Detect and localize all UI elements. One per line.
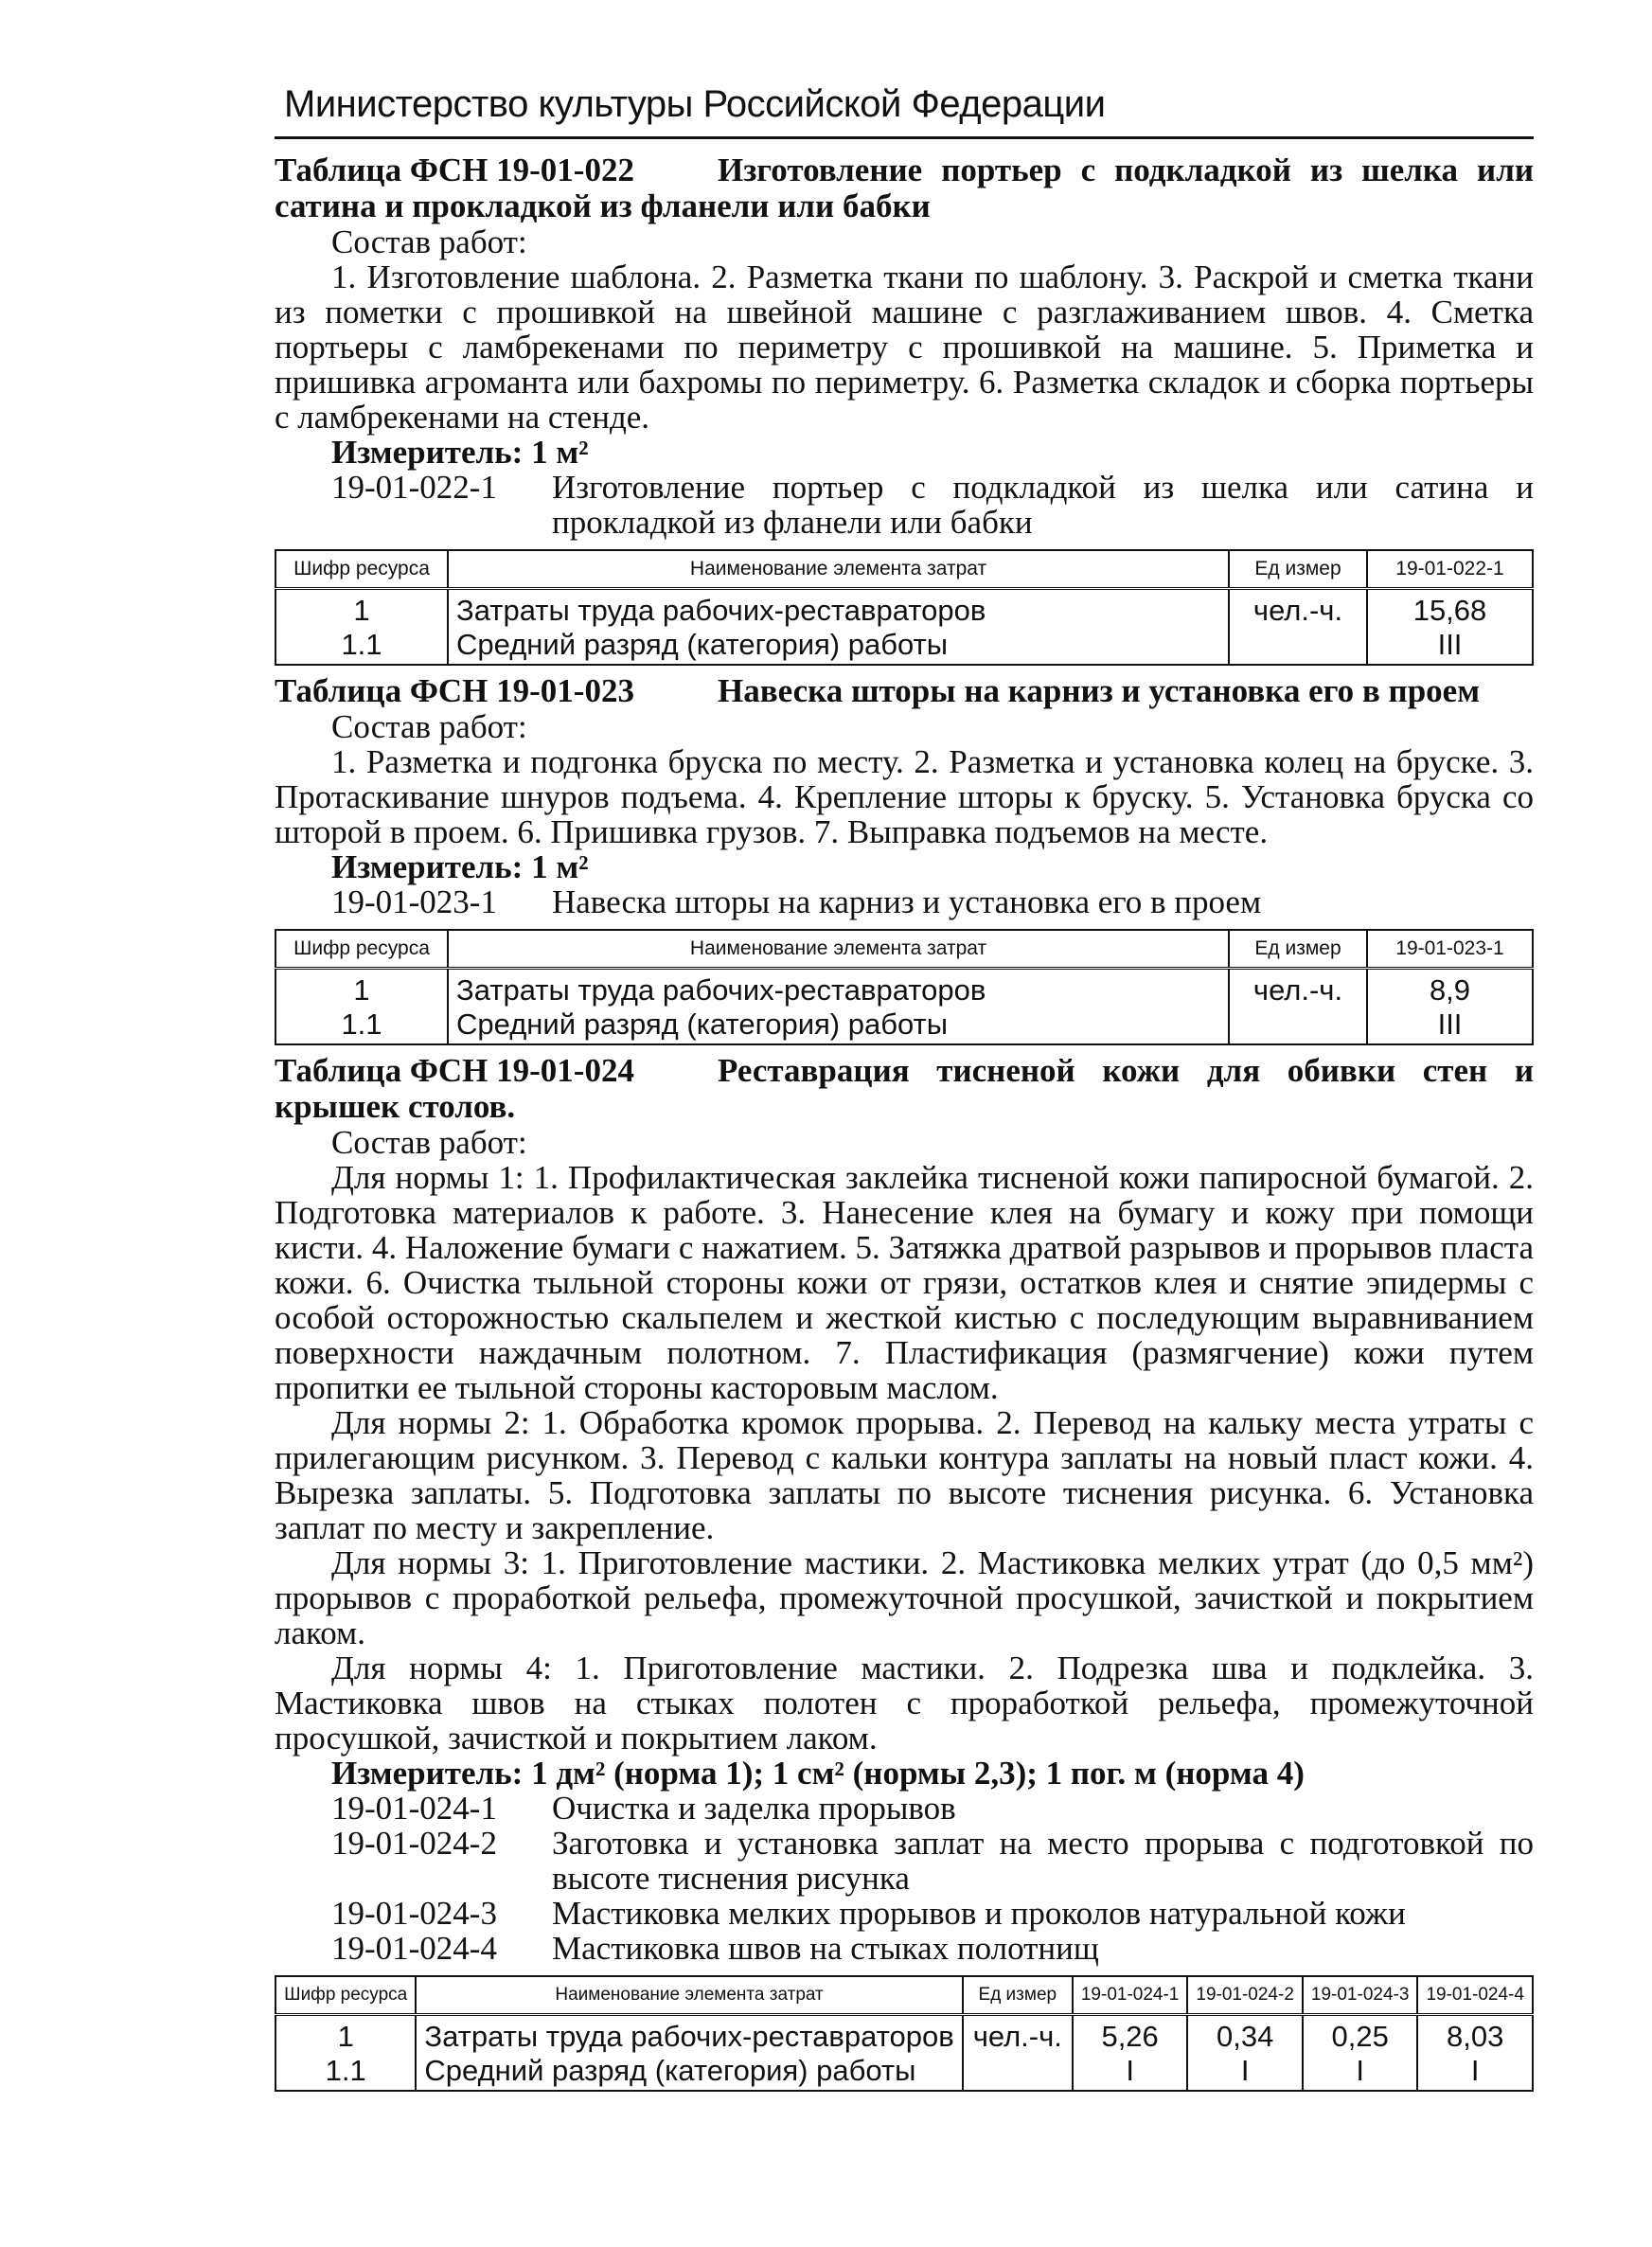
composition-text: Для нормы 1: 1. Профилактическая заклейка тисненой кожи папиросной бумагой. 2. Подготовка материалов к работе. 3. Нанесение клея на бумагу и кожу при помощи кисти. 4. Наложение бумаги с нажатием. 5. Затяжка дратвой разрывов и прорывов пласта кожи. 6. Очистка тыльной стороны кожи от грязи, остатков клея и снятие эпидермы с особой осторожностью скальпелем и жесткой кистью с последующим выравниванием поверхности наждачным полотном. 7. Пластификация (размягчение) кожи путем пропитки ее тыльной стороны касторовым маслом.	[275, 1159, 1534, 1406]
cell: 15,68	[1367, 589, 1533, 629]
column-header: Шифр ресурса	[275, 550, 448, 589]
norm-text: Очистка и заделка прорывов	[552, 1790, 956, 1827]
norm-code: 19-01-024-2	[331, 1825, 497, 1862]
cell: чел.-ч.	[1229, 589, 1367, 629]
norm-code: 19-01-024-4	[331, 1930, 497, 1967]
column-header: Наименование элемента затрат	[448, 930, 1229, 969]
resource-table	[275, 549, 1534, 666]
cell: 8,9	[1367, 969, 1533, 1008]
composition-text: 1. Разметка и подгонка бруска по месту. 2. Разметка и установка колец на бруске. 3. Протаскивание шнуров подъема. 4. Крепление шторы к бруску. 5. Установка бруска со шторой в проем. 6. Пришивка грузов. 7. Выправка подъемов на месте.	[275, 743, 1534, 850]
table-row	[275, 1008, 1533, 1044]
cell: 5,26	[1073, 2015, 1188, 2055]
cell: 1	[275, 2015, 416, 2055]
table-title: Навеска шторы на карниз и установка его в проем	[718, 672, 1481, 709]
measure-unit: Измеритель: 1 м²	[331, 848, 589, 885]
table-heading	[275, 152, 1534, 224]
cell: чел.-ч.	[1229, 969, 1367, 1008]
norm-text: Изготовление портьер с подкладкой из шелка или сатина и прокладкой из фланели или бабки	[552, 469, 1534, 541]
norm-text: Навеска шторы на карниз и установка его в проем	[552, 883, 1262, 920]
cell: I	[1073, 2054, 1188, 2091]
column-header: 19-01-023-1	[1367, 930, 1533, 969]
cell: 1	[275, 969, 448, 1008]
composition-text: Для нормы 2: 1. Обработка кромок прорыва. 2. Перевод на кальку места утраты с прилегающим рисунком. 3. Перевод с кальки контура заплаты на новый пласт кожи. 4. Вырезка заплаты. 5. Подготовка заплаты по высоте тиснения рисунка. 6. Установка заплат по месту и закрепление.	[275, 1404, 1534, 1546]
column-header: 19-01-024-4	[1417, 1976, 1533, 2015]
table-code: Таблица ФСН 19-01-024	[275, 1052, 634, 1089]
norm-code: 19-01-024-1	[331, 1790, 497, 1827]
measure-unit: Измеритель: 1 дм² (норма 1); 1 см² (нормы 2,3); 1 пог. м (норма 4)	[331, 1755, 1305, 1792]
column-header: Шифр ресурса	[275, 930, 448, 969]
column-header: Наименование элемента затрат	[416, 1976, 962, 2015]
table-title: Изготовление портьер с подкладкой из шелка или сатина и прокладкой из фланели или бабки	[275, 152, 1534, 224]
cell: Средний разряд (категория) работы	[416, 2054, 962, 2091]
composition-text: Для нормы 3: 1. Приготовление мастики. 2. Мастиковка мелких утрат (до 0,5 мм²) прорывов с проработкой рельефа, промежуточной просушкой, зачисткой и покрытием лаком.	[275, 1544, 1534, 1651]
cell	[1229, 628, 1367, 665]
running-header: Министерство культуры Российской Федерации	[275, 76, 1534, 139]
cell: I	[1417, 2054, 1533, 2091]
table-row	[275, 589, 1533, 629]
cell: Средний разряд (категория) работы	[448, 628, 1229, 665]
cell: Затраты труда рабочих-реставраторов	[448, 589, 1229, 629]
table-row	[275, 969, 1533, 1008]
column-header: Ед измер	[963, 1976, 1073, 2015]
cell: 1.1	[275, 628, 448, 665]
page	[275, 76, 1534, 2099]
norm-text: Заготовка и установка заплат на место прорыва с подготовкой по высоте тиснения рисунка	[552, 1825, 1534, 1897]
table-heading	[275, 1053, 1534, 1125]
table-code: Таблица ФСН 19-01-023	[275, 672, 634, 709]
column-header: 19-01-022-1	[1367, 550, 1533, 589]
column-header: Ед измер	[1229, 550, 1367, 589]
cell: 1	[275, 589, 448, 629]
cell: Средний разряд (категория) работы	[448, 1008, 1229, 1044]
column-header: Ед измер	[1229, 930, 1367, 969]
cell: III	[1367, 1008, 1533, 1044]
norm-line	[275, 1826, 1534, 1896]
cell: 8,03	[1417, 2015, 1533, 2055]
table-header-row	[275, 930, 1533, 969]
table-heading	[275, 673, 1534, 709]
cell: I	[1303, 2054, 1418, 2091]
composition-label: Состав работ:	[331, 1124, 527, 1161]
cell: 1.1	[275, 2054, 416, 2091]
composition-label: Состав работ:	[331, 223, 527, 260]
resource-table	[275, 929, 1534, 1045]
composition-text: Для нормы 4: 1. Приготовление мастики. 2. Подрезка шва и подклейка. 3. Мастиковка швов на стыках полотен с проработкой рельефа, промежуточной просушкой, зачисткой и покрытием лаком.	[275, 1650, 1534, 1757]
section-19-01-024	[275, 1053, 1534, 2092]
cell: 1.1	[275, 1008, 448, 1044]
table-title: Реставрация тисненой кожи для обивки стен и крышек столов.	[275, 1052, 1534, 1125]
table-row	[275, 628, 1533, 665]
norm-line	[275, 1791, 1534, 1826]
norm-code: 19-01-024-3	[331, 1895, 497, 1932]
column-header: Шифр ресурса	[275, 1976, 416, 2015]
column-header: 19-01-024-1	[1073, 1976, 1188, 2015]
table-row	[275, 2054, 1533, 2091]
norm-line	[275, 1896, 1534, 1931]
cell: чел.-ч.	[963, 2015, 1073, 2055]
cell	[963, 2054, 1073, 2091]
table-header-row	[275, 1976, 1533, 2015]
norm-code: 19-01-023-1	[331, 883, 497, 920]
resource-table	[275, 1975, 1534, 2092]
table-header-row	[275, 550, 1533, 589]
norm-line	[275, 884, 1534, 919]
composition-text: 1. Изготовление шаблона. 2. Разметка ткани по шаблону. 3. Раскрой и сметка ткани из пометки с прошивкой на швейной машине с разглаживанием швов. 4. Сметка портьеры с ламбрекенами по периметру с прошивкой на машине. 5. Приметка и пришивка агроманта или бахромы по периметру. 6. Разметка складок и сборка портьеры с ламбрекенами на стенде.	[275, 259, 1534, 436]
cell: 0,25	[1303, 2015, 1418, 2055]
cell: I	[1187, 2054, 1303, 2091]
section-19-01-023	[275, 673, 1534, 1045]
table-code: Таблица ФСН 19-01-022	[275, 152, 634, 188]
cell	[1229, 1008, 1367, 1044]
norm-text: Мастиковка швов на стыках полотнищ	[552, 1930, 1099, 1967]
column-header: Наименование элемента затрат	[448, 550, 1229, 589]
cell: Затраты труда рабочих-реставраторов	[416, 2015, 962, 2055]
norm-text: Мастиковка мелких прорывов и проколов натуральной кожи	[552, 1895, 1406, 1932]
norm-code: 19-01-022-1	[331, 469, 497, 506]
section-19-01-022	[275, 152, 1534, 666]
table-row	[275, 2015, 1533, 2055]
norm-line	[275, 470, 1534, 540]
column-header: 19-01-024-3	[1303, 1976, 1418, 2015]
cell: III	[1367, 628, 1533, 665]
measure-unit: Измеритель: 1 м²	[331, 434, 589, 471]
composition-label: Состав работ:	[331, 708, 527, 745]
column-header: 19-01-024-2	[1187, 1976, 1303, 2015]
cell: 0,34	[1187, 2015, 1303, 2055]
cell: Затраты труда рабочих-реставраторов	[448, 969, 1229, 1008]
norm-line	[275, 1931, 1534, 1966]
